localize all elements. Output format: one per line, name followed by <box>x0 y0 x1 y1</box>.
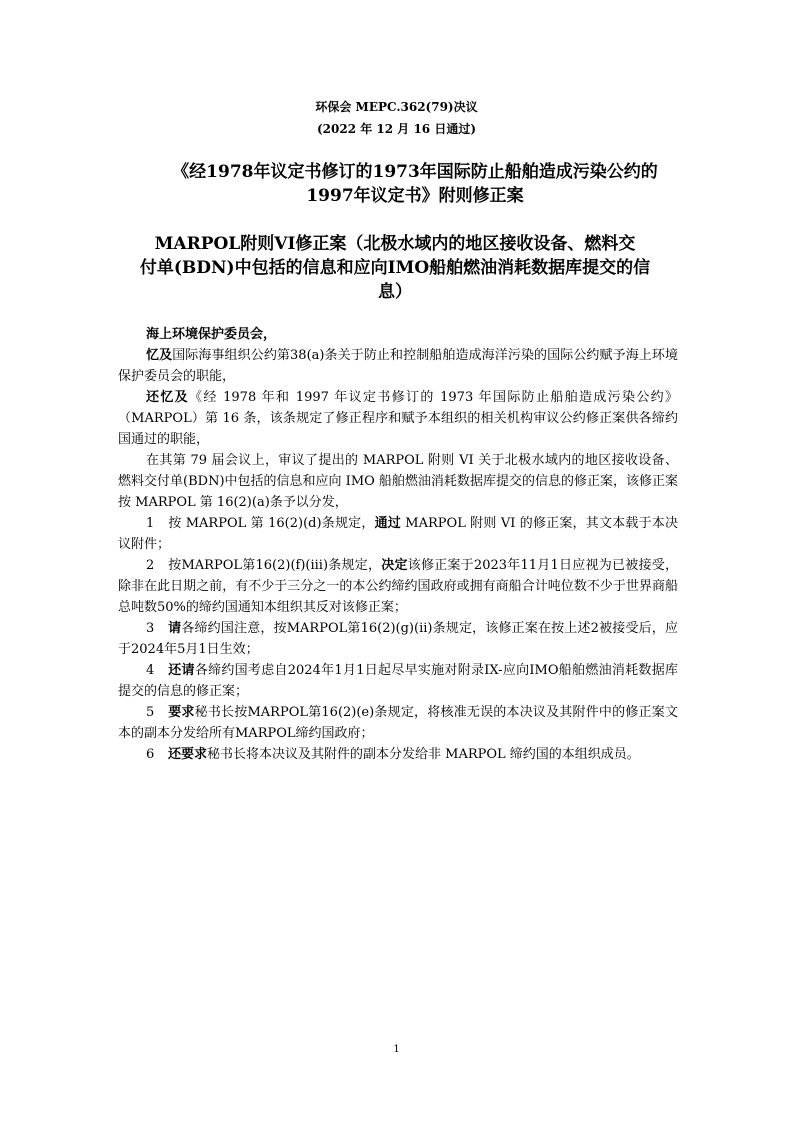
operative-item-4 <box>118 660 678 702</box>
item-text: MARPOL 附则 VI 的修正案，其文本载于本决议附件； <box>118 516 678 552</box>
item-number: 3 <box>146 621 155 636</box>
paragraph-session: 在其第 79 届会议上，审议了提出的 MARPOL 附则 VI 关于北极水域内的地区接收设备、燃料交付单(BDN)中包括的信息和应向 IMO 船舶燃油消耗数据库提交的信息的修正案，该修正案按 MARPOL 第 16(2)(a)条予以分发， <box>118 453 678 510</box>
paragraph-text: 《经 1978 年和 1997 年议定书修订的 1973 年国际防止船舶造成污染公约》（MARPOL）第 16 条，该条规定了修正程序和赋予本组织的相关机构审议公约修正案供各缔约国通过的职能， <box>118 390 678 447</box>
resolution-number: 环保会 MEPC.362(79)决议 <box>315 100 478 114</box>
operative-item-6 <box>118 744 678 765</box>
operative-item-2 <box>118 555 678 618</box>
page-number: 1 <box>393 1044 400 1055</box>
operative-item-1 <box>118 513 678 555</box>
keyword-also-invites: 还请 <box>168 663 195 678</box>
adoption-date: (2022 年 12 月 16 日通过) <box>316 122 477 136</box>
item-number: 6 <box>146 747 155 762</box>
item-text: 该修正案于2023年11月1日应视为已被接受，除非在此日期之前，有不少于三分之一的本公约缔约国政府或拥有商船合计吨位数不少于世界商船总吨数50%的缔约国通知本组织其反对该修正案； <box>118 558 678 615</box>
item-text: 秘书长按MARPOL第16(2)(e)条规定，将核准无误的本决议及其附件中的修正案文本的副本分发给所有MARPOL缔约国政府； <box>118 705 678 741</box>
item-text: 各缔约国注意，按MARPOL第16(2)(g)(ii)条规定，该修正案在按上述2被接受后，应于2024年5月1日生效； <box>118 621 678 657</box>
subtitle-line-1: MARPOL附则VI修正案（北极水域内的地区接收设备、燃料交 <box>154 234 636 254</box>
subtitle-line-2: 付单(BDN)中包括的信息和应向IMO船舶燃油消耗数据库提交的信 <box>139 258 651 278</box>
keyword-adopts: 通过 <box>374 516 401 531</box>
item-text: 按 MARPOL 第 16(2)(d)条规定， <box>168 516 375 531</box>
paragraph-text: 国际海事组织公约第38(a)条关于防止和控制船舶造成海洋污染的国际公约赋予海上环境保护委员会的职能， <box>118 348 678 384</box>
item-text: 秘书长将本决议及其附件的副本分发给非 MARPOL 缔约国的本组织成员。 <box>207 747 640 762</box>
keyword-further-requests: 还要求 <box>168 747 208 762</box>
document-title <box>150 160 680 208</box>
keyword-requests: 要求 <box>168 705 195 720</box>
title-line-2: 1997年议定书》附则修正案 <box>306 186 524 206</box>
subtitle-line-3: 息） <box>378 282 412 302</box>
keyword-recalling: 忆及 <box>146 348 173 363</box>
operative-item-5 <box>118 702 678 744</box>
item-number: 5 <box>146 705 155 720</box>
committee-heading: 海上环境保护委员会， <box>146 327 277 342</box>
paragraph-recalling-also <box>118 387 678 450</box>
keyword-recalling-also: 还忆及 <box>146 390 189 405</box>
item-text: 各缔约国考虑自2024年1月1日起尽早实施对附录IX-应向IMO船舶燃油消耗数据库提交的信息的修正案； <box>118 663 678 699</box>
item-number: 4 <box>146 663 155 678</box>
item-number: 1 <box>146 516 155 531</box>
item-text: 按MARPOL第16(2)(f)(iii)条规定， <box>168 558 382 573</box>
keyword-determines: 决定 <box>381 558 408 573</box>
paragraph-recalling <box>118 345 678 387</box>
document-subtitle <box>110 232 680 304</box>
resolution-body <box>118 324 678 765</box>
item-number: 2 <box>146 558 155 573</box>
operative-item-3 <box>118 618 678 660</box>
title-line-1: 《经1978年议定书修订的1973年国际防止船舶造成污染公约的 <box>172 162 658 182</box>
keyword-invites: 请 <box>168 621 182 636</box>
